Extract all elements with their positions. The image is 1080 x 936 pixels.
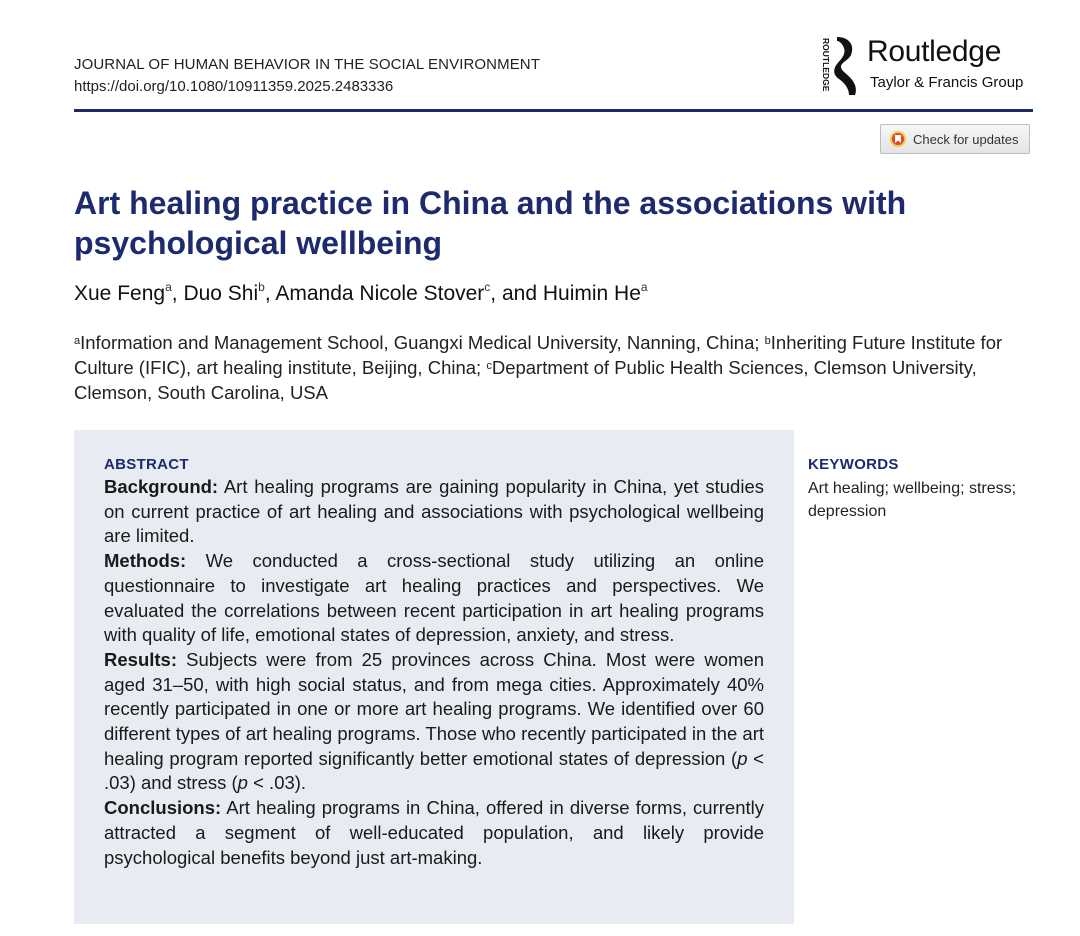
conclusions-text: Art healing programs in China, offered in diverse forms, currently attracted a segment of well-educated population, and likely provide psychological benefits beyond just art-making. xyxy=(104,797,764,868)
background-text: Art healing programs are gaining popularity in China, yet studies on current practice of art healing and associations with psychological wellbeing are limited. xyxy=(104,476,764,547)
affiliations xyxy=(74,330,1036,405)
author-affiliation-mark: a xyxy=(165,280,172,294)
abstract-methods xyxy=(104,549,764,648)
publisher-logo xyxy=(815,35,1035,99)
p-value-symbol: p xyxy=(737,747,748,769)
check-for-updates-button[interactable] xyxy=(880,124,1030,154)
check-updates-label: Check for updates xyxy=(913,131,1019,147)
check-updates-icon xyxy=(889,130,907,148)
results-label: Results: xyxy=(104,648,177,670)
affiliation-mark: c xyxy=(486,360,492,372)
abstract-content xyxy=(104,456,764,870)
author-name[interactable]: Xue Feng xyxy=(74,282,166,305)
author-list xyxy=(74,282,648,306)
methods-text: We conducted a cross-sectional study utilizing an online questionnaire to investigate art healing practices and perspectives. We evaluated the correlations between recent participation in art healing programs with quality of life, emotional states of depression, anxiety, and stress. xyxy=(104,550,764,646)
routledge-logo-icon xyxy=(815,35,861,97)
abstract-box xyxy=(74,430,794,924)
background-label: Background: xyxy=(104,476,219,497)
affiliation-text: Department of Public Health Sciences, Clemson University, Clemson, South Carolina, USA xyxy=(74,357,977,403)
methods-label: Methods: xyxy=(104,550,187,572)
author-separator: , xyxy=(264,282,276,305)
author-name[interactable]: Amanda Nicole Stover xyxy=(275,282,485,305)
article-title: Art healing practice in China and the associations with psychological wellbeing xyxy=(74,185,907,261)
affiliation-text: Inheriting Future Institute for Culture (IFIC), art healing institute, Beijing, China; xyxy=(74,332,1003,378)
abstract-heading: ABSTRACT xyxy=(104,456,189,473)
affiliation-text: Information and Management School, Guangxi Medical University, Nanning, China; xyxy=(80,332,765,353)
affiliation-mark: b xyxy=(764,335,771,347)
publisher-group: Taylor & Francis Group xyxy=(870,74,1024,91)
publisher-vertical-text: ROUTLEDGE xyxy=(821,38,831,92)
author-name[interactable]: Huimin He xyxy=(542,282,641,305)
abstract-background xyxy=(104,475,764,549)
keywords-list: Art healing; wellbeing; stress; depression xyxy=(808,480,1017,520)
author-affiliation-mark: b xyxy=(258,280,265,294)
publisher-name: Routledge xyxy=(867,35,1002,68)
author-separator: , and xyxy=(490,282,543,305)
header-rule xyxy=(74,109,1033,112)
doi-link[interactable]: https://doi.org/10.1080/10911359.2025.2483336 xyxy=(74,78,394,95)
p-value-symbol: p xyxy=(237,772,248,794)
keywords-heading: KEYWORDS xyxy=(808,456,899,473)
author-name[interactable]: Duo Shi xyxy=(183,282,259,305)
results-text: Subjects were from 25 provinces across China. Most were women aged 31–50, with high social status, and from mega cities. Approximately 40% recently participated in one or more art healing programs. We identified over 60 different types of art healing programs. Those who recently participated in the art healing program reported significantly better emotional states of depression ( xyxy=(104,648,764,769)
journal-name: JOURNAL OF HUMAN BEHAVIOR IN THE SOCIAL ENVIRONMENT xyxy=(74,56,540,73)
results-text: < .03) and stress ( xyxy=(104,747,764,794)
keywords-panel xyxy=(808,456,1038,523)
affiliation-mark: a xyxy=(74,335,81,347)
results-text: < .03). xyxy=(247,772,307,794)
author-separator: , xyxy=(171,282,184,305)
abstract-results xyxy=(104,648,764,796)
author-affiliation-mark: a xyxy=(640,280,648,294)
author-affiliation-mark: c xyxy=(484,280,491,294)
conclusions-label: Conclusions: xyxy=(104,797,222,819)
abstract-conclusions xyxy=(104,796,764,870)
